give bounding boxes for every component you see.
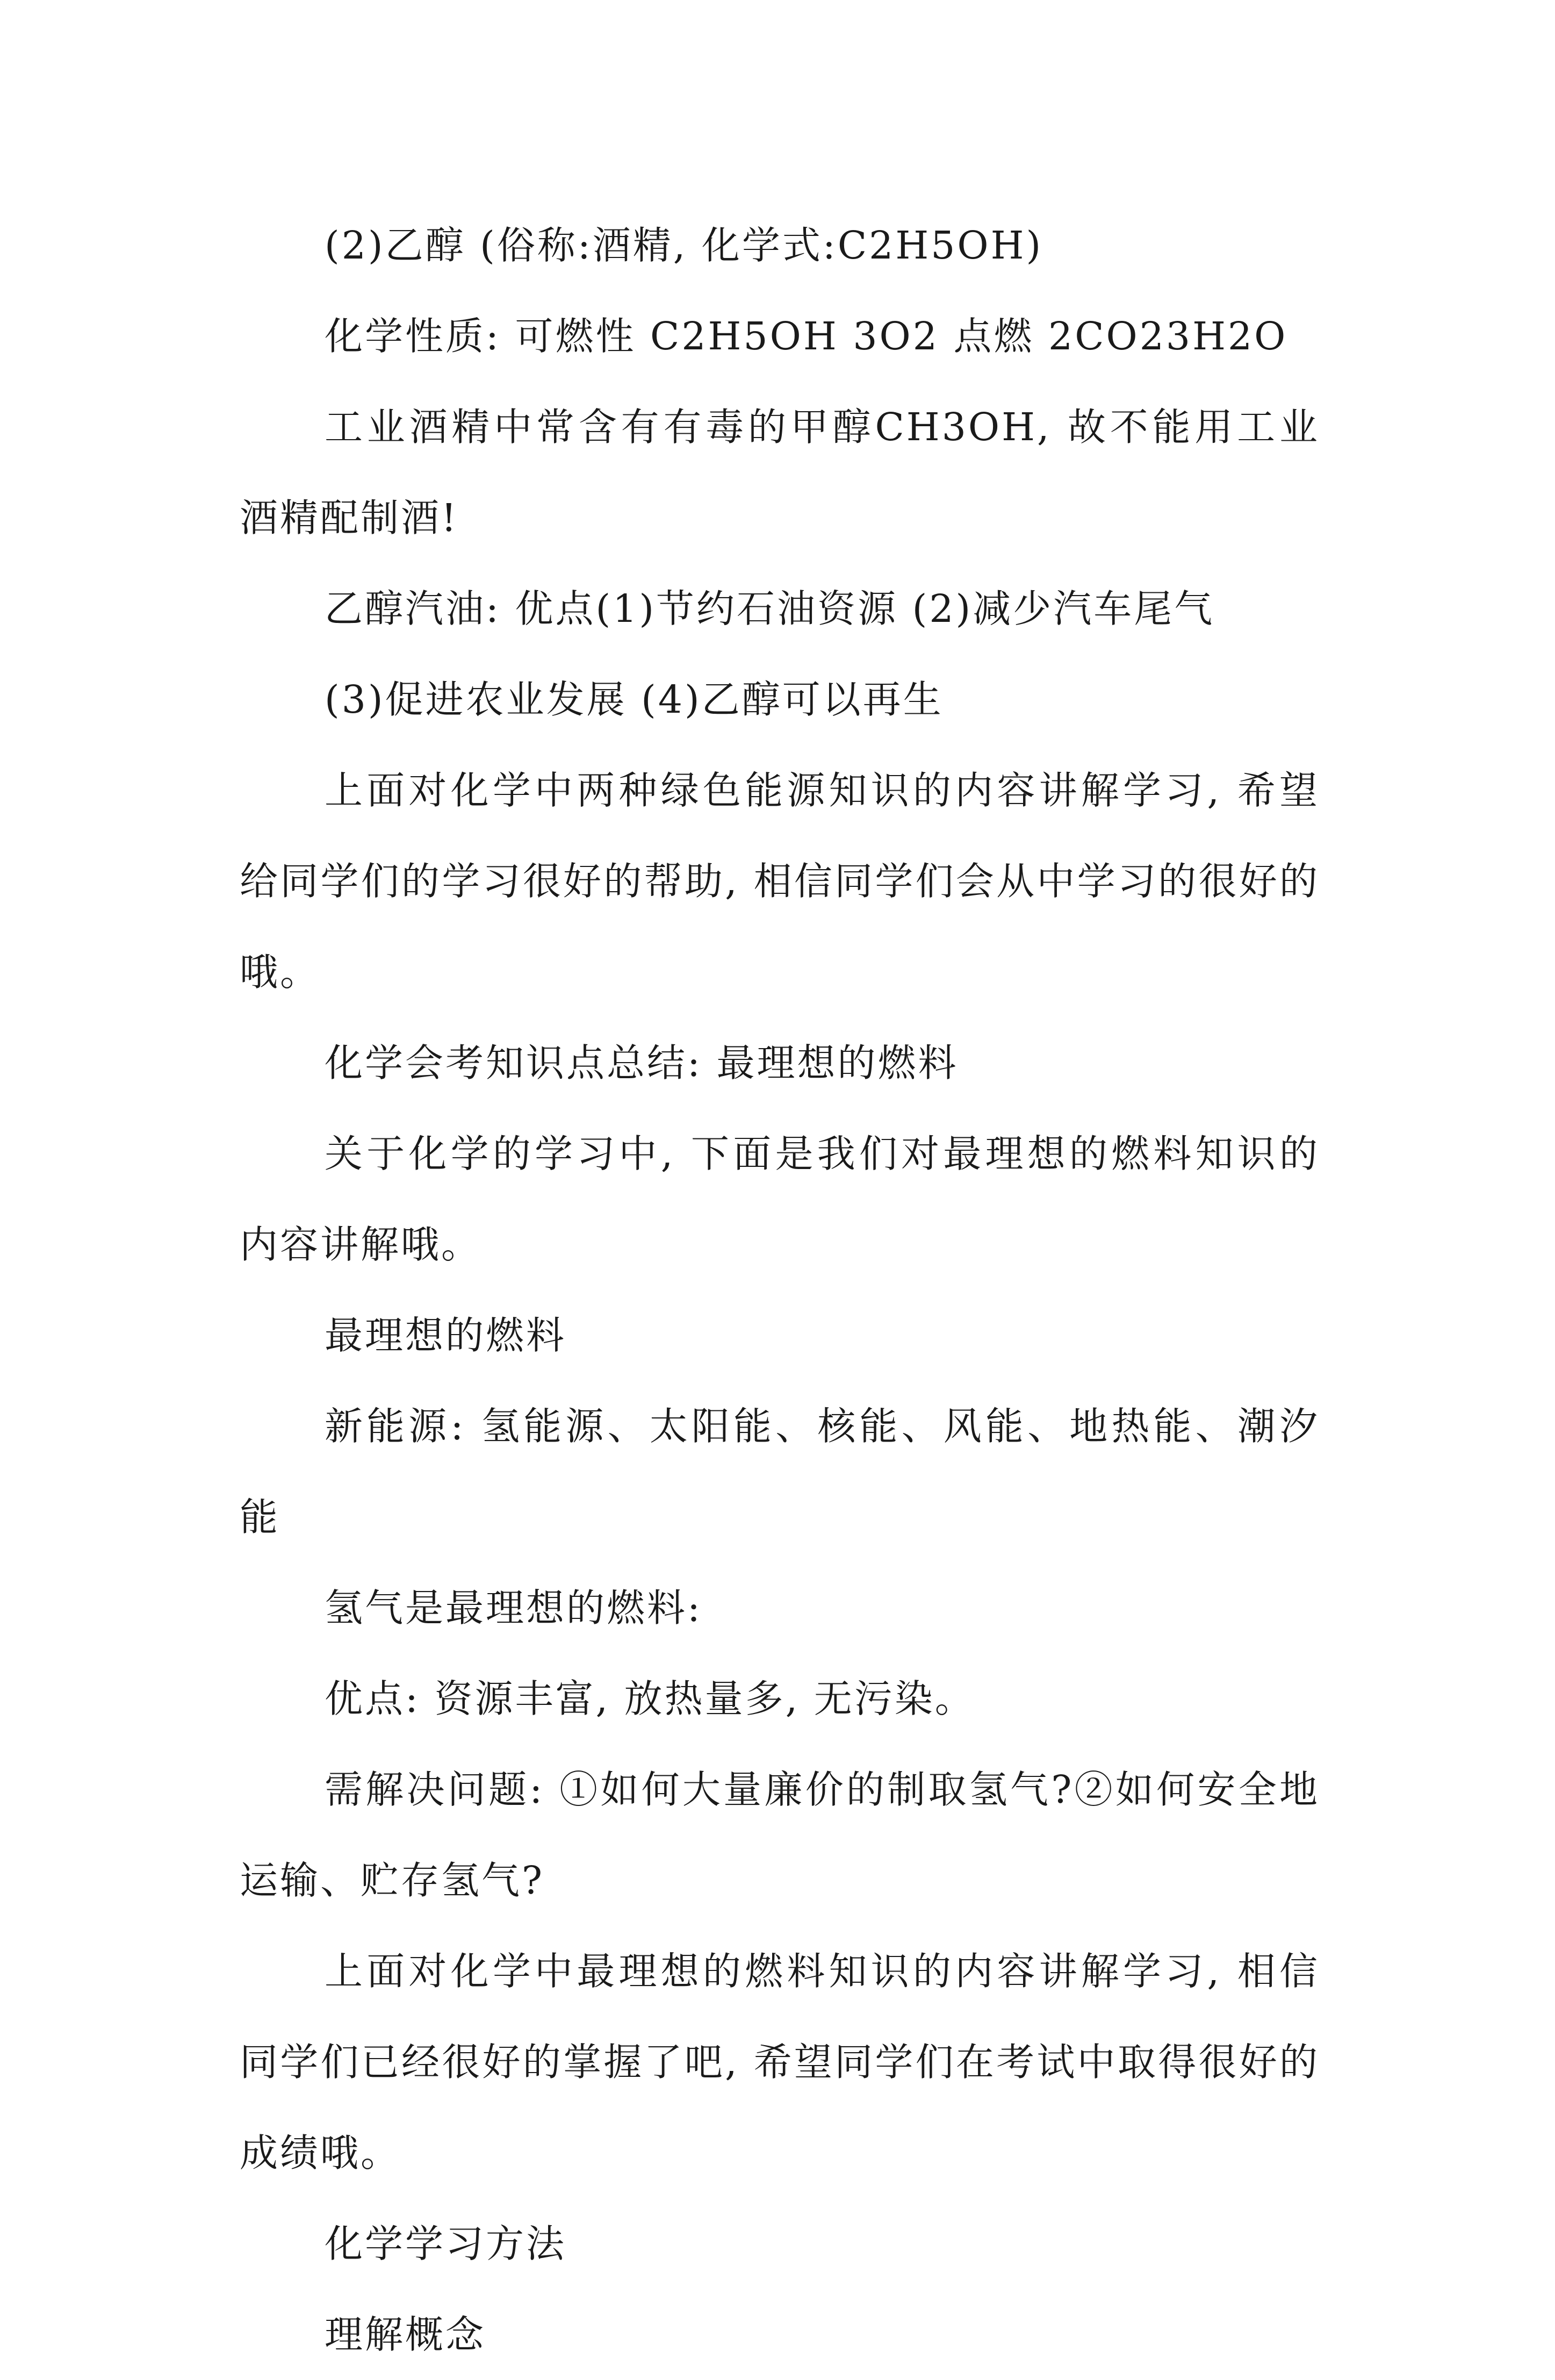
paragraph-ethanol-gasoline-advantages: 乙醇汽油: 优点(1)节约石油资源 (2)减少汽车尾气 (325, 586, 1215, 631)
paragraph-green-energy-summary: 上面对化学中两种绿色能源知识的内容讲解学习, 希望给同学们的学习很好的帮助, 相信同学们会从中学习的很好的哦。 (240, 768, 1320, 994)
paragraph-chemical-property: 化学性质: 可燃性 C2H5OH 3O2 点燃 2CO23H2O (325, 314, 1288, 359)
paragraph-ethanol-title: (2)乙醇 (俗称:酒精, 化学式:C2H5OH) (325, 223, 1043, 268)
paragraph-problems-to-solve: 需解决问题: ①如何大量廉价的制取氢气?②如何安全地运输、贮存氢气? (240, 1767, 1320, 1903)
section-heading-study-methods: 化学学习方法 (325, 2221, 567, 2266)
paragraph-hydrogen-ideal: 氢气是最理想的燃料: (325, 1586, 702, 1630)
section-heading-ideal-fuel-summary: 化学会考知识点总结: 最理想的燃料 (325, 1041, 959, 1085)
paragraph-ideal-fuel-summary: 上面对化学中最理想的燃料知识的内容讲解学习, 相信同学们已经很好的掌握了吧, 希望同学们在考试中取得很好的成绩哦。 (240, 1949, 1320, 2175)
paragraph-hydrogen-advantages: 优点: 资源丰富, 放热量多, 无污染。 (325, 1676, 975, 1721)
paragraph-new-energy: 新能源: 氢能源、太阳能、核能、风能、地热能、潮汐能 (240, 1404, 1320, 1539)
paragraph-industrial-alcohol: 工业酒精中常含有有毒的甲醇CH3OH, 故不能用工业酒精配制酒! (240, 405, 1320, 540)
section-heading-ideal-fuel: 最理想的燃料 (325, 1313, 567, 1358)
section-heading-understand-concepts: 理解概念 (325, 2312, 486, 2357)
paragraph-ethanol-gasoline-advantages-cont: (3)促进农业发展 (4)乙醇可以再生 (325, 677, 944, 722)
paragraph-ideal-fuel-intro: 关于化学的学习中, 下面是我们对最理想的燃料知识的内容讲解哦。 (240, 1131, 1320, 1267)
document-body (240, 200, 1320, 2380)
